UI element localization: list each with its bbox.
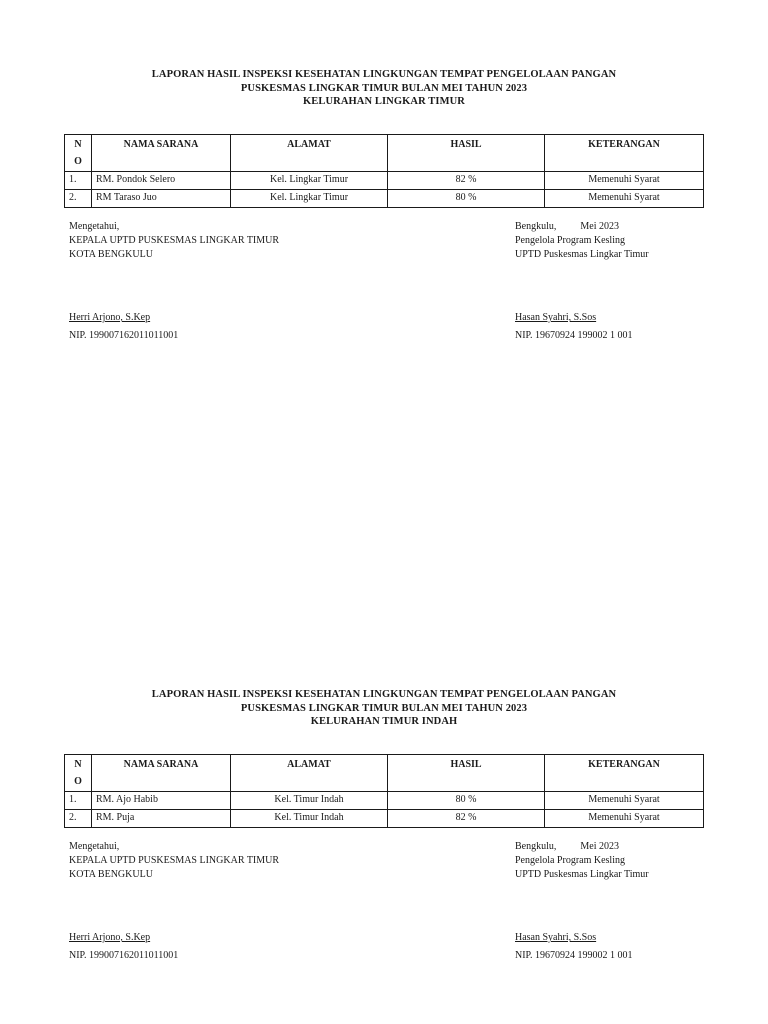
signatory-name-left: Herri Arjono, S.Kep (69, 932, 151, 943)
report-title (0, 688, 768, 729)
signatory-nip-right: NIP. 19670924 199002 1 001 (515, 950, 633, 961)
signatory-office: UPTD Puskesmas Lingkar Timur (515, 869, 649, 880)
table-row (65, 190, 704, 208)
header-nama-sarana: NAMA SARANA (92, 755, 231, 792)
acknowledged-label: Mengetahui, (69, 841, 120, 852)
table-row (65, 792, 704, 810)
cell-alamat: Kel. Lingkar Timur (231, 172, 388, 190)
signature-block-left (69, 840, 279, 882)
header-alamat: ALAMAT (231, 135, 388, 172)
table-row (65, 172, 704, 190)
cell-alamat: Kel. Timur Indah (231, 810, 388, 828)
report-lingkar-timur (0, 68, 768, 341)
cell-keterangan: Memenuhi Syarat (545, 792, 704, 810)
header-keterangan: KETERANGAN (545, 135, 704, 172)
title-line-1: LAPORAN HASIL INSPEKSI KESEHATAN LINGKUNGAN TEMPAT PENGELOLAAN PANGAN (151, 689, 617, 700)
signatory-nip-left: NIP. 199007162011011001 (69, 950, 179, 961)
cell-hasil: 80 % (388, 190, 545, 208)
signature-block-right (515, 840, 649, 882)
inspection-table (64, 754, 704, 828)
cell-nama: RM. Puja (92, 810, 231, 828)
cell-alamat: Kel. Timur Indah (231, 792, 388, 810)
cell-keterangan: Memenuhi Syarat (545, 810, 704, 828)
signatory-nip-right: NIP. 19670924 199002 1 001 (515, 330, 633, 341)
header-no: N O (65, 135, 92, 172)
cell-no: 1. (65, 172, 92, 190)
header-no: N O (65, 755, 92, 792)
acknowledged-label: Mengetahui, (69, 221, 120, 232)
title-line-1: LAPORAN HASIL INSPEKSI KESEHATAN LINGKUNGAN TEMPAT PENGELOLAAN PANGAN (151, 69, 617, 80)
place-date: Bengkulu, Mei 2023 (515, 221, 619, 232)
signatory-nip-left: NIP. 199007162011011001 (69, 330, 179, 341)
signatory-position: Pengelola Program Kesling (515, 235, 625, 246)
inspection-table (64, 134, 704, 208)
signatory-position: Pengelola Program Kesling (515, 855, 625, 866)
cell-hasil: 82 % (388, 172, 545, 190)
signatory-position: KEPALA UPTD PUSKESMAS LINGKAR TIMUR (69, 855, 280, 866)
cell-keterangan: Memenuhi Syarat (545, 172, 704, 190)
table-header-row (65, 135, 704, 172)
signatory-office: UPTD Puskesmas Lingkar Timur (515, 249, 649, 260)
cell-nama: RM. Pondok Selero (92, 172, 231, 190)
title-line-2: PUSKESMAS LINGKAR TIMUR BULAN MEI TAHUN 2023 (240, 82, 528, 94)
cell-keterangan: Memenuhi Syarat (545, 190, 704, 208)
header-hasil: HASIL (388, 755, 545, 792)
signature-block-right (515, 220, 649, 262)
header-alamat: ALAMAT (231, 755, 388, 792)
signatory-name-right: Hasan Syahri, S.Sos (515, 312, 597, 323)
cell-no: 1. (65, 792, 92, 810)
report-timur-indah (0, 688, 768, 961)
title-line-3: KELURAHAN TIMUR INDAH (310, 716, 458, 727)
table-header-row (65, 755, 704, 792)
cell-nama: RM. Ajo Habib (92, 792, 231, 810)
title-line-2: PUSKESMAS LINGKAR TIMUR BULAN MEI TAHUN 2023 (240, 702, 528, 714)
place-date: Bengkulu, Mei 2023 (515, 841, 619, 852)
header-nama-sarana: NAMA SARANA (92, 135, 231, 172)
table-row (65, 810, 704, 828)
signatory-name-left: Herri Arjono, S.Kep (69, 312, 151, 323)
cell-nama: RM Taraso Juo (92, 190, 231, 208)
signatory-name-right: Hasan Syahri, S.Sos (515, 932, 597, 943)
signatory-city: KOTA BENGKULU (69, 249, 153, 260)
cell-no: 2. (65, 810, 92, 828)
report-title (0, 68, 768, 109)
signature-block-left (69, 220, 279, 262)
cell-no: 2. (65, 190, 92, 208)
header-hasil: HASIL (388, 135, 545, 172)
cell-alamat: Kel. Lingkar Timur (231, 190, 388, 208)
signatory-position: KEPALA UPTD PUSKESMAS LINGKAR TIMUR (69, 235, 280, 246)
title-line-3: KELURAHAN LINGKAR TIMUR (303, 96, 465, 107)
cell-hasil: 82 % (388, 810, 545, 828)
signatory-city: KOTA BENGKULU (69, 869, 153, 880)
header-keterangan: KETERANGAN (545, 755, 704, 792)
cell-hasil: 80 % (388, 792, 545, 810)
